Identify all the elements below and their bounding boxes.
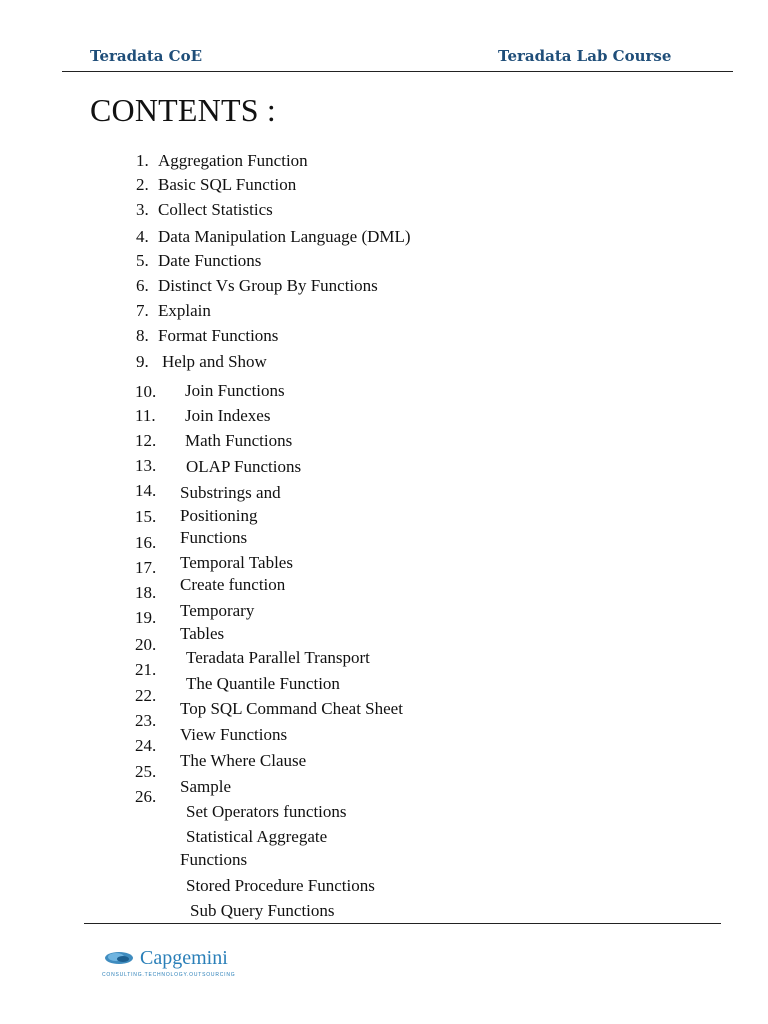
list-item-label: Join Indexes [185,406,271,425]
list-item-number: 17. [135,558,157,577]
list-item-label: Sub Query Functions [190,901,335,920]
list-item-number: 10. [135,382,157,401]
svg-text:CONSULTING.TECHNOLOGY.OUTSOURC: CONSULTING.TECHNOLOGY.OUTSOURCING [102,972,236,978]
list-item-label: Functions [180,528,248,547]
list-item-label: Substrings and [180,483,281,502]
list-item-number: 20. [135,635,157,654]
list-item-label: Create function [180,575,286,594]
list-item-number: 26. [135,787,157,806]
list-item-number: 2. [136,175,149,194]
footer-rule [84,923,721,924]
list-item-number: 18. [135,583,157,602]
list-item-label: Temporary [180,601,255,620]
list-item-number: 12. [135,431,157,450]
list-item-number: 14. [135,481,157,500]
list-item-label: The Where Clause [180,751,307,770]
list-item-label: Distinct Vs Group By Functions [158,276,378,295]
list-item-number: 9. [136,352,149,371]
list-item-label: OLAP Functions [186,457,302,476]
list-item-number: 15. [135,507,157,526]
list-item-label: Join Functions [185,381,285,400]
list-item-number: 6. [136,276,149,295]
list-item-label: Temporal Tables [180,553,293,572]
page-title: CONTENTS : [90,92,276,128]
list-item-label: Set Operators functions [186,802,347,821]
list-item-label: Format Functions [158,326,279,345]
capgemini-logo-icon [102,946,262,982]
capgemini-logo [102,946,262,982]
list-item-label: Positioning [180,506,258,525]
header-rule [62,71,733,72]
list-item-label: Date Functions [158,251,262,270]
header-left-title: Teradata CoE [90,47,203,65]
list-item-label: Top SQL Command Cheat Sheet [180,699,403,718]
list-item-number: 21. [135,660,157,679]
list-item-number: 3. [136,200,149,219]
list-item-label: Data Manipulation Language (DML) [158,227,411,246]
list-item-label: Help and Show [162,352,267,371]
list-item-number: 22. [135,686,157,705]
header-right-title: Teradata Lab Course [498,47,672,65]
list-item-label: Stored Procedure Functions [186,876,375,895]
list-item-label: Statistical Aggregate [186,827,328,846]
list-item-number: 24. [135,736,157,755]
list-item-number: 8. [136,326,149,345]
list-item-label: Aggregation Function [158,151,308,170]
list-item-number: 13. [135,456,157,475]
list-item-label: Explain [158,301,211,320]
list-item-label: Math Functions [185,431,293,450]
list-item-label: Basic SQL Function [158,175,297,194]
list-item-number: 25. [135,762,157,781]
list-item-number: 5. [136,251,149,270]
list-item-number: 11. [135,406,156,425]
list-item-number: 16. [135,533,157,552]
list-item-number: 4. [136,227,149,246]
list-item-number: 23. [135,711,157,730]
list-item-label: Sample [180,777,231,796]
list-item-number: 19. [135,608,157,627]
list-item-label: Teradata Parallel Transport [186,648,370,667]
list-item-label: Tables [180,624,225,643]
list-item-label: View Functions [180,725,288,744]
list-item-number: 7. [136,301,149,320]
svg-text:Capgemini: Capgemini [140,947,228,969]
list-item-label: Collect Statistics [158,200,273,219]
list-item-label: Functions [180,850,248,869]
list-item-label: The Quantile Function [186,674,340,693]
list-item-number: 1. [136,151,149,170]
